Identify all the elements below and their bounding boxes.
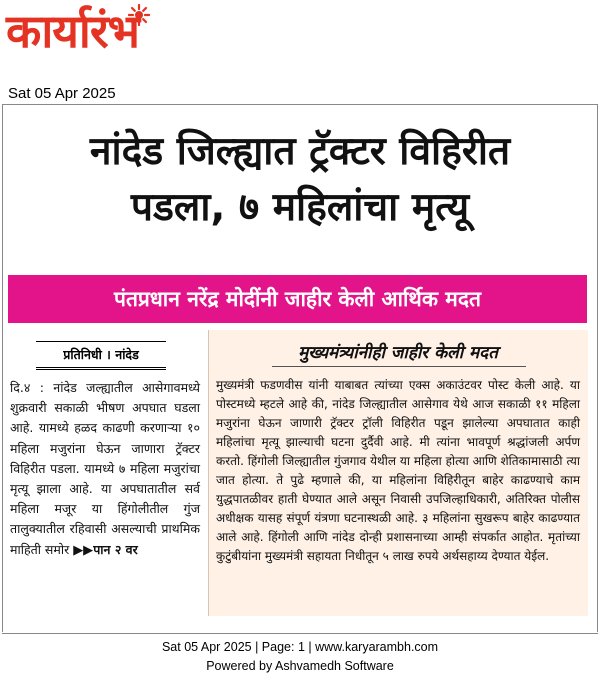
continue-link[interactable]	[73, 542, 138, 557]
headline	[12, 124, 588, 236]
box-title-underline	[272, 366, 526, 367]
logo: कार्यारंभ	[6, 4, 139, 58]
double-arrow-icon: ▶▶	[73, 542, 94, 558]
box-body: मुख्यमंत्री फडणवीस यांनी याबाबत त्यांच्या एक्स अकाउंटवर पोस्ट केली आहे. या पोस्टमध्ये म्हटले आहे की, नांदेड जिल्ह्यातील आसेगाव येथे आज सकाळी ११ महिला मजुरांना घेऊन जाणारी ट्रॅक्टर ट्रॉली विहिरीत पडून झालेल्या अपघातात काही महिलांचा मृत्यू झाल्याची घटना दुर्दैवी आहे. मी त्यांना भावपूर्ण श्रद्धांजली अर्पण करतो. हिंगोली जिल्ह्यातील गुंजगाव येथील या महिला होत्या आणि शेतिकामासाठी त्या जात होत्या. ते पुढे म्हणाले की, या महिलांना विहिरीतून बाहेर काढण्याचे काम युद्धपातळीवर हाती घेण्यात आले असून निवासी उपजिल्हाधिकारी, अतिरिक्त पोलीस अधीक्षक यासह संपूर्ण यंत्रणा घटनास्थळी आहे. ३ महिलांना सुखरूप बाहेर काढण्यात आले आहे. हिंगोली आणि नांदेड दोन्ही प्रशासनाच्या आम्ही संपर्कात आहोत. मृतांच्या कुटुंबीयांना मुख्यमंत्री सहायता निधीतून ५ लाख रुपये अर्थसहाय्य देण्यात येईल.	[216, 378, 580, 563]
headline-line-2: पडला, ७ महिलांचा मृत्यू	[130, 185, 470, 230]
continue-label: पान २ वर	[93, 541, 138, 557]
byline-rule-bottom	[36, 367, 166, 370]
box-rule-left	[208, 330, 209, 616]
subhead: पंतप्रधान नरेंद्र मोदींनी जाहीर केली आर्थिक मदत	[114, 287, 481, 311]
publication-date: Sat 05 Apr 2025	[8, 85, 116, 102]
masthead	[4, 4, 204, 82]
headline-line-1: नांदेड जिल्ह्यात ट्रॅक्टर विहिरीत	[89, 129, 511, 174]
byline: प्रतिनिधी । नांदेड	[63, 347, 139, 362]
byline-rule-top	[36, 341, 166, 342]
box-title: मुख्यमंत्र्यांनीही जाहीर केली मदत	[298, 343, 498, 363]
footer-page-info: Sat 05 Apr 2025 | Page: 1 | www.karyarambh.com	[161, 640, 439, 654]
frame-rule-left	[2, 104, 3, 632]
article-body-left	[10, 378, 200, 561]
footer-credit: Powered by Ashvamedh Software	[206, 659, 394, 673]
article-body-text: दि.४ : नांदेड जल्ह्यातील आसेगावमध्ये शुक्रवारी सकाळी भीषण अपघात घडला आहे. यामध्ये हळद काढणी करणाऱ्या १० महिला मजुरांना घेऊन जाणारा ट्रॅक्टर विहिरीत पडला. यामध्ये ७ महिला मजुरांचा मृत्यू झाला आहे. या अपघातातील सर्व महिला मजूर या हिंगोलीतील गुंज तालुक्यातील रहिवासी असल्याची प्राथमिक माहिती समोर	[10, 380, 200, 557]
frame-rule-right	[597, 104, 598, 632]
